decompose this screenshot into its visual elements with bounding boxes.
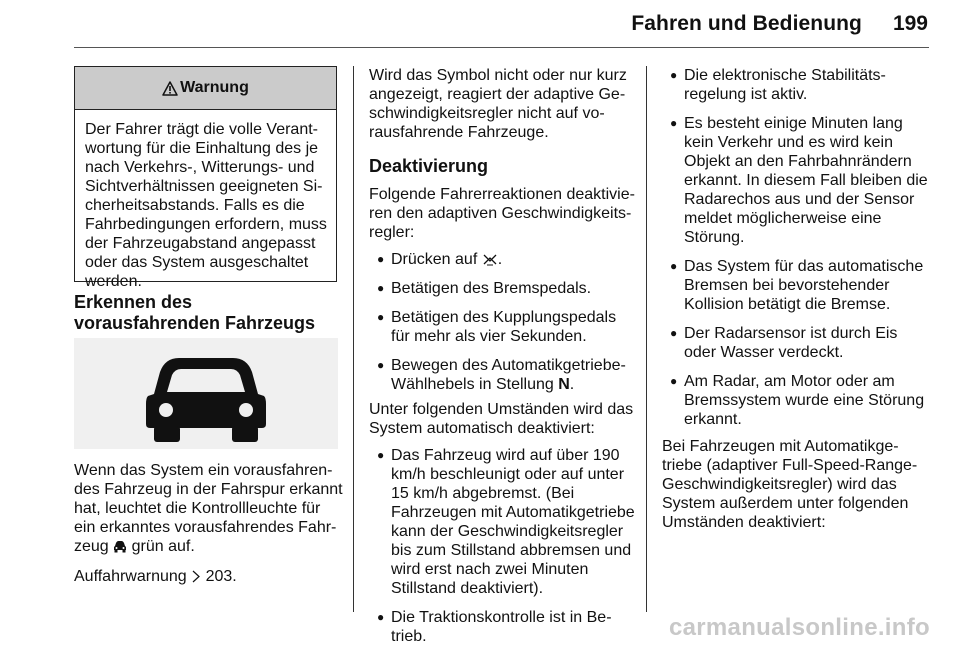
column-divider-right: [646, 66, 647, 612]
vehicle-ahead-indicator-panel: [74, 338, 338, 449]
selector-lever-text-end: .: [569, 376, 575, 393]
detection-paragraph: [74, 461, 344, 556]
driver-actions-list: [369, 250, 635, 394]
collision-warning-label: Auffahrwarnung: [74, 568, 187, 585]
cruise-control-icon: [482, 253, 498, 266]
list-item: ● Das System für das automatische Bremsen bei bevorstehender Kollision betätigt die Bremse.: [662, 257, 932, 314]
column-right: [662, 66, 932, 543]
gear-position-label: N: [558, 376, 570, 393]
detection-text: [74, 461, 344, 597]
list-item: ● Der Radarsensor ist durch Eis oder Wasser verdeckt.: [662, 324, 932, 362]
list-item: [369, 250, 635, 269]
list-item: ● Das Fahrzeug wird auf über 190 km/h beschleunigt oder auf unter 15 km/h abgebremst. (Bei Fahrzeugen mit Automatikgetriebe kann der Geschwindigkeitsregler bis zum Stillstand abbremsen und wird erst nach zwei Minuten Stillstand deaktiviert).: [369, 446, 635, 598]
page-number: 199: [892, 12, 928, 35]
warning-header: [75, 67, 336, 110]
header-title: Fahren und Bedienung: [631, 12, 862, 35]
section-detection-heading-block: [74, 292, 340, 334]
list-item: ● Am Radar, am Motor oder am Bremssystem wurde eine Störung erkannt.: [662, 372, 932, 429]
auto-deactivation-intro: Unter folgenden Umständen wird das System automatisch deaktiviert:: [369, 401, 634, 437]
list-item: ● Die Traktionskontrolle ist in Betrieb.: [369, 608, 635, 646]
section-heading-detection: Erkennen des vorausfahrenden Fahrzeugs: [74, 292, 316, 333]
warning-icon: [162, 81, 178, 96]
column-divider-left: [353, 66, 354, 612]
list-item: ● Es besteht einige Minuten lang kein Verkehr und es wird kein Objekt an den Fahrbahnrändern erkannt. In diesem Fall bleiben die Radarechos aus und der Sensor meldet möglicherweise eine Störung.: [662, 114, 932, 247]
detection-text-end: grün auf.: [131, 538, 195, 555]
page-reference-arrow-icon: [191, 570, 201, 583]
header-divider: [74, 47, 929, 48]
list-item: [369, 356, 635, 394]
column-middle: [369, 66, 635, 656]
warning-title: Warnung: [180, 79, 249, 96]
collision-warning-reference: [74, 567, 344, 586]
press-button-text-end: .: [497, 251, 503, 268]
vehicle-ahead-small-icon: [113, 540, 127, 553]
warning-text: Der Fahrer trägt die volle Verantwortung für die Einhaltung des je nach Verkehrs-, Witterungs- und Sichtverhältnissen geeigneten Sicherheitsabstands. Falls es die Fahrbedingungen erfordern, muss der Fahrzeugabstand angepasst oder das System ausgeschaltet werden.: [85, 121, 327, 290]
automatic-transmission-text: Bei Fahrzeugen mit Automatikgetriebe (adaptiver Full-Speed-Range-Geschwindigkeitsregler) wird das System außerdem unter folgenden Umständen deaktiviert:: [662, 438, 918, 531]
vehicle-ahead-icon: [74, 338, 338, 449]
warning-box: [74, 66, 337, 290]
watermark: carmanualsonline.info: [668, 614, 930, 641]
list-item: ● Die elektronische Stabilitätsregelung ist aktiv.: [662, 66, 932, 104]
detection-text-start: Wenn das System ein vorausfahrendes Fahrzeug in der Fahrspur erkannt hat, leuchtet die Kontrollleuchte für ein erkanntes vorausfahrendes Fahrzeug: [74, 462, 343, 555]
auto-deactivation-list-continued: [662, 66, 932, 429]
deactivation-intro-text: Folgende Fahrerreaktionen deaktivieren den adaptiven Geschwindigkeitsregler:: [369, 186, 635, 241]
list-item: ● Betätigen des Kupplungspedals für mehr als vier Sekunden.: [369, 308, 635, 346]
symbol-intro-text: Wird das Symbol nicht oder nur kurz angezeigt, reagiert der adaptive Geschwindigkeitsregler nicht auf vorausfahrende Fahrzeuge.: [369, 67, 627, 141]
press-button-text: Drücken auf: [391, 251, 478, 268]
section-heading-deactivation: Deaktivierung: [369, 156, 489, 176]
selector-lever-text: Bewegen des Automatikgetriebe-Wählhebels in Stellung: [391, 357, 626, 393]
collision-warning-page: 203.: [205, 568, 237, 585]
auto-deactivation-list: [369, 446, 635, 646]
list-item: ● Betätigen des Bremspedals.: [369, 279, 635, 298]
